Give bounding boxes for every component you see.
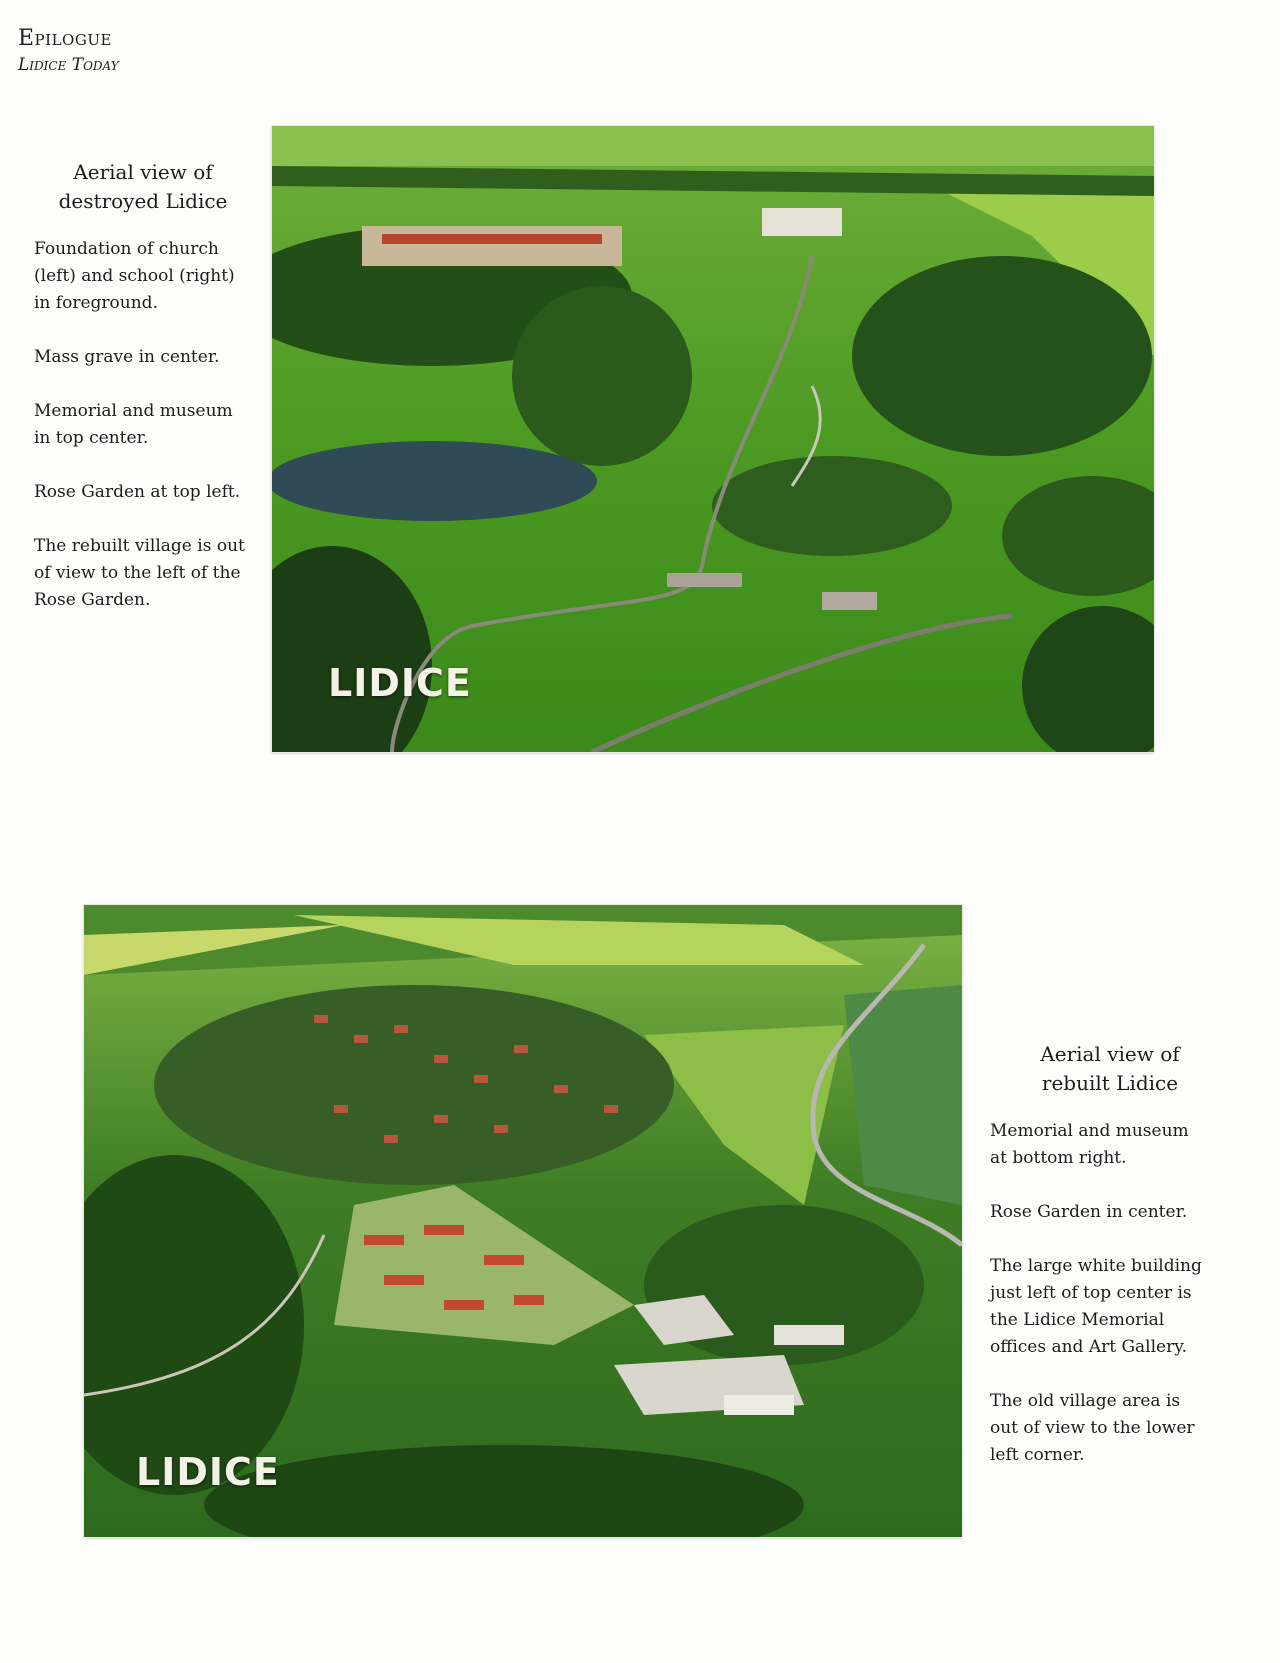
caption-note — [34, 398, 252, 452]
chapter-title: Epilogue — [18, 26, 112, 51]
section-title: Lidice Today — [18, 55, 119, 75]
rebuilt-lidice-photo — [84, 905, 962, 1537]
caption-note — [34, 533, 252, 614]
caption-note-line: The rebuilt village is out — [34, 536, 245, 556]
rebuilt-lidice-caption — [990, 1040, 1230, 1496]
caption-note-line: the Lidice Memorial — [990, 1310, 1165, 1330]
caption-note-line: offices and Art Gallery. — [990, 1337, 1187, 1357]
caption-note-line: just left of top center is — [990, 1283, 1192, 1303]
caption-note-line: Rose Garden at top left. — [34, 482, 241, 502]
caption-title-line: Aerial view of — [1040, 1042, 1180, 1066]
caption-note-line: in top center. — [34, 428, 149, 448]
caption-title-line: Aerial view of — [73, 160, 213, 184]
caption-note-line: Memorial and museum — [990, 1121, 1189, 1141]
caption-title-line: rebuilt Lidice — [1041, 1071, 1179, 1095]
caption-note-line: Foundation of church — [34, 239, 219, 259]
caption-note-line: The old village area is — [990, 1391, 1181, 1411]
caption-note — [990, 1199, 1230, 1226]
running-head — [18, 26, 119, 75]
caption-title — [990, 1040, 1230, 1098]
destroyed-lidice-caption — [34, 158, 252, 641]
aerial-landscape-illustration — [272, 126, 1154, 752]
photo-label: LIDICE — [328, 661, 472, 705]
aerial-village-illustration — [84, 905, 962, 1537]
caption-note — [990, 1388, 1230, 1469]
caption-note — [34, 344, 252, 371]
caption-note-line: Mass grave in center. — [34, 347, 220, 367]
caption-note — [34, 236, 252, 317]
caption-title — [34, 158, 252, 216]
caption-note-line: of view to the left of the — [34, 563, 241, 583]
photo-label: LIDICE — [136, 1450, 280, 1494]
caption-note-line: left corner. — [990, 1445, 1085, 1465]
caption-note-line: out of view to the lower — [990, 1418, 1195, 1438]
caption-note-line: Rose Garden. — [34, 590, 151, 610]
caption-title-line: destroyed Lidice — [58, 189, 228, 213]
caption-note-line: at bottom right. — [990, 1148, 1127, 1168]
caption-note-line: The large white building — [990, 1256, 1202, 1276]
caption-note — [34, 479, 252, 506]
destroyed-lidice-photo — [272, 126, 1154, 752]
caption-note-line: (left) and school (right) — [34, 266, 235, 286]
caption-note-line: Rose Garden in center. — [990, 1202, 1188, 1222]
caption-note — [990, 1118, 1230, 1172]
caption-note-line: Memorial and museum — [34, 401, 233, 421]
caption-note — [990, 1253, 1230, 1361]
caption-note-line: in foreground. — [34, 293, 158, 313]
